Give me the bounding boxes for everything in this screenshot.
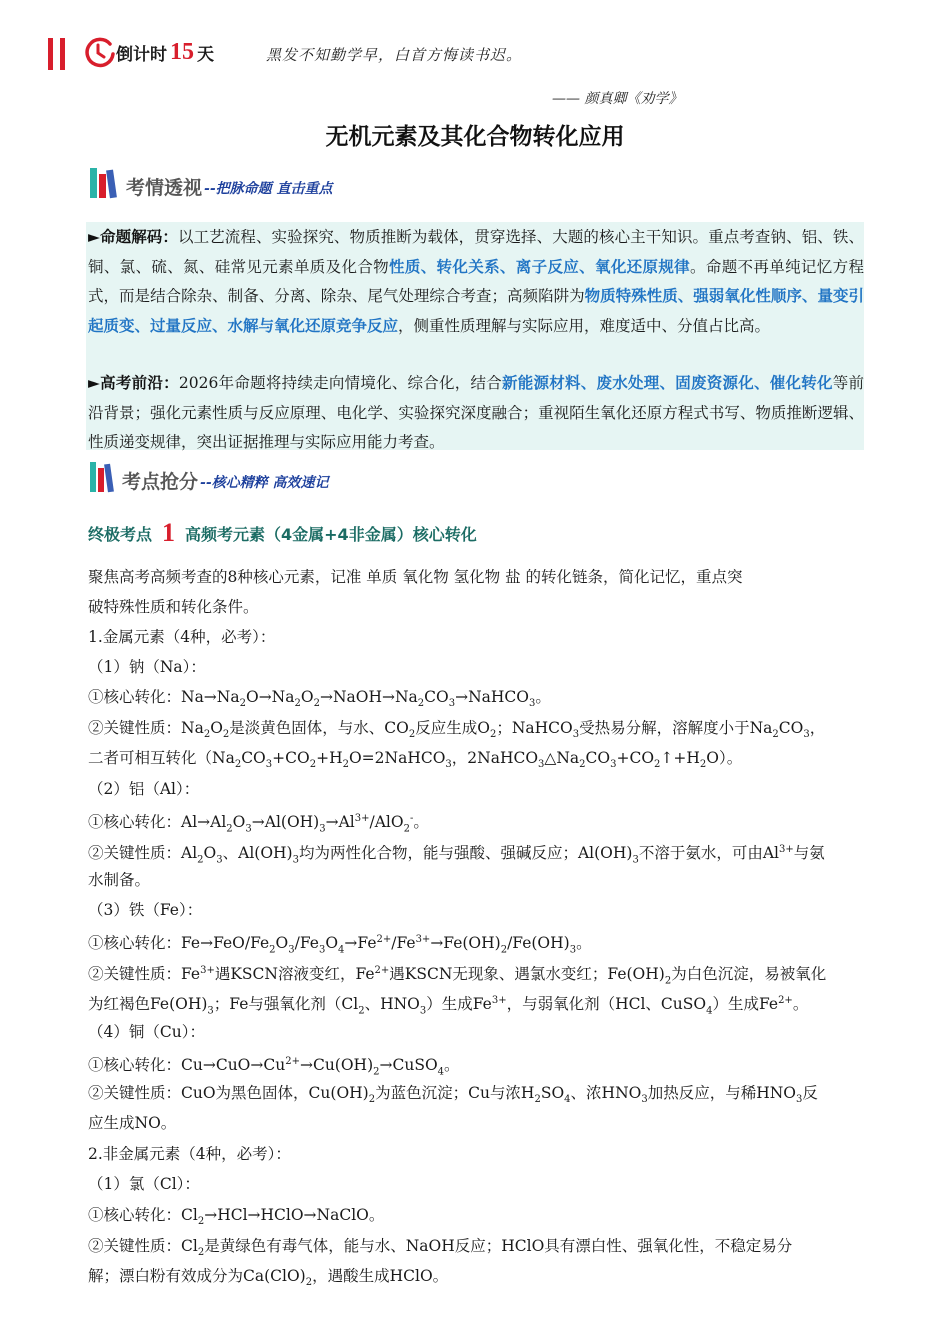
intro-line: 聚焦高考高频考查的8种核心元素，记准 单质 氧化物 氢化物 盐 的转化链条，简化记忆，重点突 xyxy=(88,568,743,586)
sodium-property: 二者可相互转化（$Na_2CO_3+CO_2+H_2O=2NaHCO_3$，$2NaHCO_3\triangle Na_2CO_3+CO_2↑+H_2O$）。 xyxy=(88,749,743,771)
sodium-heading: （1）钠（Na）： xyxy=(88,658,206,676)
header-bar-right xyxy=(60,38,65,70)
section-header-key-points xyxy=(88,460,329,494)
section-subtitle: --核心精粹 高效速记 xyxy=(200,475,329,491)
iron-property: ②关键性质：$Fe^{3+}$遇KSCN溶液变红，$Fe^{2+}$遇KSCN无现象、遇氯水变红；$Fe(OH)_2$为白色沉淀，易被氧化 xyxy=(88,965,827,987)
sodium-conversion: ①核心转化：$Na\to Na_2O\to Na_2O_2\to NaOH\to Na_2CO_3\to NaHCO_3$。 xyxy=(88,688,551,710)
aluminum-property: ②关键性质：$Al_2O_3$、$Al(OH)_3$均为两性化合物，能与强酸、强碱反应；$Al(OH)_3$不溶于氨水，可由$Al^{3+}$与氨 xyxy=(88,844,825,866)
section-header-exam-analysis xyxy=(88,166,333,200)
ultimate-number: 1 xyxy=(162,518,176,547)
countdown-label: 倒计时 xyxy=(116,44,167,65)
section-subtitle: --把脉命题 直击重点 xyxy=(204,181,333,197)
chlorine-property: 解；漂白粉有效成分为$Ca(ClO)_2$，遇酸生成HClO。 xyxy=(88,1267,449,1289)
copper-heading: （4）铜（Cu）： xyxy=(88,1023,205,1041)
frontier-highlight: 新能源材料、废水处理、固废资源化、催化转化 xyxy=(502,374,833,392)
metal-heading: 1.金属元素（4种，必考）： xyxy=(88,628,276,646)
motto: 黑发不知勤学早，白首方悔读书迟。 xyxy=(266,46,523,64)
countdown xyxy=(116,36,214,68)
copper-conversion: ①核心转化：$Cu\to CuO\to Cu^{2+}\to Cu(OH)_2\to CuSO_4$。 xyxy=(88,1056,460,1078)
aluminum-heading: （2）铝（Al）： xyxy=(88,780,200,798)
motto-source: —— 颜真卿《劝学》 xyxy=(552,91,683,107)
frontier-label: ►高考前沿： xyxy=(88,374,179,392)
copper-property: ②关键性质：CuO为黑色固体，$Cu(OH)_2$为蓝色沉淀；Cu与浓$H_2SO_4$、浓$HNO_3$加热反应，与稀$HNO_3$反 xyxy=(88,1084,818,1106)
clock-icon xyxy=(84,36,116,68)
page-title: 无机元素及其化合物转化应用 xyxy=(325,124,625,150)
books-icon xyxy=(88,460,118,494)
intro-line: 破特殊性质和转化条件。 xyxy=(88,598,259,616)
sodium-property: ②关键性质：$Na_2O_2$是淡黄色固体，与水、$CO_2$反应生成$O_2$；NaHCO$_3$受热易分解，溶解度小于$Na_2CO_3$， xyxy=(88,719,826,741)
aluminum-property: 水制备。 xyxy=(88,871,151,889)
decode-paragraph: ►命题解码：以工艺流程、实验探究、物质推断为载体，贯穿选择、大题的核心主干知识。重点考查钠、铝、铁、铜、氯、硫、氮、硅常见元素单质及化合物性质、转化关系、离子反应、氧化还原规律。命题不再单纯记忆方程式，而是结合除杂、制备、分离、除杂、尾气处理综合考查；高频陷阱为物质特殊性质、强弱氧化性顺序、量变引起质变、过量反应、水解与氧化还原竞争反应，侧重性质理解与实际应用，难度适中、分值占比高。 xyxy=(88,228,864,335)
ultimate-title: 高频考元素（4金属+4非金属）核心转化 xyxy=(185,524,477,544)
aluminum-conversion: ①核心转化：$Al\to Al_2O_3\to Al(OH)_3\to Al^{3+}/AlO_2^-$。 xyxy=(88,813,429,835)
decode-highlight-1: 性质、转化关系、离子反应、氧化还原规律 xyxy=(389,257,691,276)
chlorine-property: ②关键性质：$Cl_2$是黄绿色有毒气体，能与水、NaOH反应；HClO具有漂白性、强氧化性，不稳定易分 xyxy=(88,1237,793,1259)
copper-property: 应生成NO。 xyxy=(88,1114,177,1132)
section-title: 考情透视 xyxy=(126,177,203,199)
ultimate-point-header xyxy=(88,518,477,548)
section-title: 考点抢分 xyxy=(122,471,199,493)
nonmetal-heading: 2.非金属元素（4种，必考）： xyxy=(88,1145,291,1163)
header-bar-left xyxy=(48,38,53,70)
ultimate-prefix: 终极考点 xyxy=(88,524,153,544)
chlorine-conversion: ①核心转化：$Cl_2\to HCl\to HClO\to NaClO$。 xyxy=(88,1206,385,1228)
books-icon xyxy=(88,166,122,200)
iron-property: 为红褐色$Fe(OH)_3$；Fe与强氧化剂（$Cl_2$、$HNO_3$）生成$Fe^{3+}$，与弱氧化剂（HCl、CuSO$_4$）生成$Fe^{2+}$。 xyxy=(88,995,809,1017)
iron-heading: （3）铁（Fe）： xyxy=(88,901,203,919)
decode-label: ►命题解码： xyxy=(88,228,178,246)
chlorine-heading: （1）氯（Cl）： xyxy=(88,1175,200,1193)
decode-highlight-2: 物质特殊性质、强弱氧化性顺序、量变引起质变、过量反应、水解与氧化还原竞争反应 xyxy=(88,287,864,335)
countdown-unit: 天 xyxy=(197,44,214,65)
frontier-paragraph: ►高考前沿：2026年命题将持续走向情境化、综合化，结合新能源材料、废水处理、固废资源化、催化转化等前沿背景；强化元素性质与反应原理、电化学、实验探究深度融合；重视陌生氧化还原方程式书写、物质推断逻辑、性质递变规律，突出证据推理与实际应用能力考查。 xyxy=(88,374,864,451)
iron-conversion: ①核心转化：$Fe\to FeO/Fe_2O_3/Fe_3O_4\to Fe^{2+}/Fe^{3+}\to Fe(OH)_2/Fe(OH)_3$。 xyxy=(88,934,592,956)
countdown-number: 15 xyxy=(170,38,194,65)
